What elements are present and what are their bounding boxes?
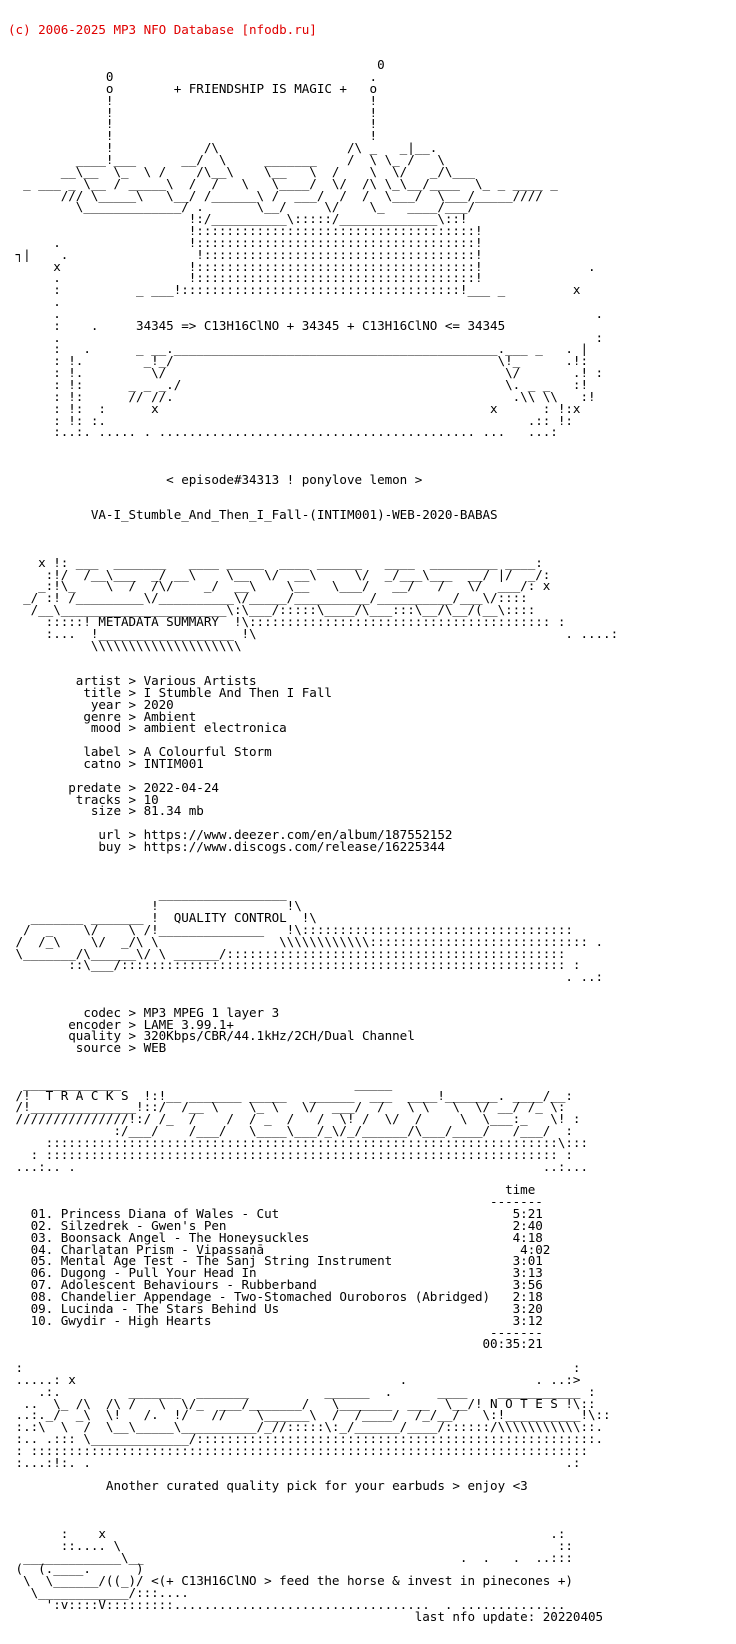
nfo-line: ! ! <box>8 92 378 108</box>
nfo-line: size > 81.34 mb <box>8 803 204 819</box>
nfo-line: quality > 320Kbps/CBR/44.1kHz/2CH/Dual Channel <box>8 1028 415 1044</box>
nfo-line: _________________ <box>8 886 287 902</box>
nfo-line: .. \_ /\ /\ / \ \/_ ___/_______/ \_______ ___ \__/! N O T E S !\:: <box>8 1395 596 1411</box>
nfo-line <box>8 1504 728 1516</box>
nfo-line: ( (.____. ) <box>8 1561 144 1577</box>
nfo-line: 00:35:21 <box>8 1336 543 1352</box>
nfo-line <box>8 533 728 545</box>
nfo-line <box>8 853 728 865</box>
nfo-line: tracks > 10 <box>8 791 159 807</box>
nfo-line: : !: // //. .\\ \\ :! <box>8 388 596 404</box>
nfo-line: . !:::::::::::::::::::::::::::::::::::::! <box>8 234 483 250</box>
nfo-line: : . 34345 => C13H16ClNO + 34345 + C13H16ClNO <= 34345 <box>8 317 506 333</box>
nfo-line: 07. Adolescent Behaviours - Rubberband 3:56 <box>8 1277 543 1293</box>
nfo-line <box>8 521 728 533</box>
nfo-line: : :::::::::::::::::::::::::::::::::::::::::::::::::::::::::::::::::::: : <box>8 1146 573 1162</box>
nfo-line: _____________ _____ <box>8 1075 393 1091</box>
nfo-line: < episode#34313 ! ponylove lemon > <box>8 471 423 487</box>
nfo-line: 10. Gwydir - High Hearts 3:12 <box>8 1312 543 1328</box>
nfo-line: : x .: <box>8 1525 566 1541</box>
nfo-line: !:::::::::::::::::::::::::::::::::::::! <box>8 223 483 239</box>
nfo-line <box>8 486 728 498</box>
nfo-line: x !: ___ _______ ____ _____ ____ ______ ____ _________ ____: <box>8 554 543 570</box>
nfo-line <box>8 983 728 995</box>
nfo-line: : : <box>8 1360 581 1376</box>
nfo-line: : !: _ _ _./ \. _ _ :! <box>8 377 588 392</box>
nfo-line: \ \______/((_)/ <(+ C13H16ClNO > feed the horse & invest in pinecones +) <box>8 1573 573 1589</box>
nfo-line: ------- <box>8 1194 543 1210</box>
nfo-line <box>8 651 728 663</box>
nfo-line: .:. _______ _______ ______ . ____ ___________ : <box>8 1383 596 1399</box>
nfo-line: \\\\\\\\\\\\\\\\\\\\ <box>8 637 242 653</box>
nfo-line: label > A Colourful Storm <box>8 744 272 760</box>
nfo-line: o + FRIENDSHIP IS MAGIC + o <box>8 80 378 96</box>
nfo-line: 06. Dugong - Pull Your Head In 3:13 <box>8 1265 543 1281</box>
nfo-line: . !:::::::::::::::::::::::::::::::::::::! <box>8 270 483 286</box>
nfo-line <box>8 1054 728 1066</box>
nfo-line: 09. Lucinda - The Stars Behind Us 3:20 <box>8 1300 543 1316</box>
nfo-line: : _ ___!:::::::::::::::::::::::::::::::::::::!___ _ x <box>8 282 581 298</box>
nfo-line: : !: :. .:: !: <box>8 412 573 428</box>
nfo-line: \____________/:::.... <box>8 1585 189 1601</box>
nfo-line: predate > 2022-04-24 <box>8 779 219 795</box>
nfo-line: ! ! <box>8 104 378 120</box>
nfo-line: codec > MP3 MPEG 1 layer 3 <box>8 1004 280 1020</box>
nfo-line: last nfo update: 20220405 <box>8 1608 604 1624</box>
nfo-line: VA-I_Stumble_And_Then_I_Fall-(INTIM001)-WEB-2020-BABAS <box>8 507 498 523</box>
nfo-line <box>8 450 728 462</box>
nfo-line: genre > Ambient <box>8 708 197 724</box>
nfo-line: ! !\ <box>8 898 302 914</box>
nfo-line: 05. Mental Age Test - The Sanj String Instrument 3:01 <box>8 1253 543 1269</box>
nfo-line: . . <box>8 305 604 321</box>
nfo-line: encoder > LAME 3.99.1+ <box>8 1016 234 1032</box>
nfo-line: !:/__________\:::::/_____________\::! <box>8 211 468 227</box>
nfo-line: artist > Various Artists <box>8 673 257 689</box>
nfo-line: ':v::::V:::::::::.................................. . .............. <box>8 1596 566 1612</box>
nfo-line: ! /\ /\ _ _|__. <box>8 140 438 156</box>
nfo-line: \_______/\______\/ \ ______/::::::::::::::::::::::::::::::::::::::::::::: <box>8 945 566 961</box>
nfo-line: 08. Chandelier Appendage - Two-Stomached Ouroboros (Abridged) 2:18 <box>8 1288 543 1304</box>
nfo-line: catno > INTIM001 <box>8 756 204 771</box>
nfo-line: 0 . <box>8 69 378 85</box>
nfo-line: :... !__________________ !\ . ....: <box>8 625 619 641</box>
nfo-line: ..:._/ _\ \! /. !/ // \______\ / /____/ /_/__/ \:!__________!\:: <box>8 1407 611 1423</box>
nfo-line: : :::::::::::::::::::::::::::::::::::::::::::::::::::::::::::::::::::::::::: <box>8 1442 588 1458</box>
nfo-line: year > 2020 <box>8 696 174 712</box>
nfo-line: :..:. ..... . .......................................... ... ...: <box>8 424 558 440</box>
nfo-line <box>8 438 728 450</box>
nfo-line: . ..: <box>8 969 604 985</box>
nfo-line: _/ :! /_________\/__________\/_____/__________/__________/___\/:::: <box>8 590 528 606</box>
nfo-line <box>8 865 728 877</box>
nfo-line: _______ _______ ! QUALITY CONTROL !\ <box>8 909 317 925</box>
nfo-line: :.. .::: \_____________/:::::::::::::::::::::::::::::::::::::::::::::::::::::. <box>8 1431 604 1447</box>
nfo-line: ------- <box>8 1324 543 1340</box>
nfo-text-body <box>8 59 728 1622</box>
nfo-line: ///////////////!:/ /_ / / / _ / / \! / \/ / \ \___:_ \! : <box>8 1111 581 1127</box>
nfo-line: mood > ambient electronica <box>8 720 287 736</box>
nfo-line: . <box>8 294 61 310</box>
nfo-line: url > https://www.deezer.com/en/album/187552152 <box>8 827 453 843</box>
nfo-line: / /_\ \/ _/\ \ \\\\\\\\\\\\::::::::::::::::::::::::::::: . <box>8 933 604 949</box>
nfo-line: ! ! <box>8 128 378 144</box>
nfo-line: /__\______________________\:\___/:::::\____/\___:::\__/\__/(__\:::: <box>8 602 536 618</box>
nfo-line: ! ! <box>8 116 378 132</box>
nfo-line: ::.... \ :: <box>8 1537 573 1553</box>
nfo-line: \_____________/ . \__/ \/ \_ ____/___/ <box>8 199 475 215</box>
nfo-line: 02. Silzedrek - Gwen's Pen 2:40 <box>8 1217 543 1233</box>
nfo-line: / _ \/ \ /!______________ !\:::::::::::::::::::::::::::::::::::: <box>8 921 573 937</box>
nfo-line: 04. Charlatan Prism - Vipassanā 4:02 <box>8 1241 551 1257</box>
nfo-line: ...:.. . ..:... <box>8 1158 588 1174</box>
nfo-line: /!______________!::/ /__ \ \_ \ \/ ___/ / \ \ \ \/ __/ /_ \: <box>8 1099 566 1115</box>
nfo-line: :.:\ \ / \__\_____\__________/_//:::::\:_/______/____/::::::/\\\\\\\\\\\::. <box>8 1419 604 1435</box>
nfo-line: 01. Princess Diana of Wales - Cut 5:21 <box>8 1206 543 1222</box>
nfo-line: : !. \/ \/ .! : <box>8 365 604 381</box>
nfo-line: : !. _!_/ \!_ .!: <box>8 353 588 369</box>
nfo-line: title > I Stumble And Then I Fall <box>8 684 332 700</box>
nfo-line: x !:::::::::::::::::::::::::::::::::::::! . <box>8 258 596 274</box>
nfo-line: _____________\__ . . . ..::: <box>8 1549 573 1565</box>
nfo-line: time <box>8 1182 536 1198</box>
nfo-line <box>8 1492 728 1504</box>
nfo-line: : !: : x x : !:x <box>8 400 581 416</box>
nfo-line: __\__ \_ \ / /\__\ \__ \ / \ \/ _/\___ <box>8 163 475 179</box>
copyright-header: (c) 2006-2025 MP3 NFO Database [nfodb.ru] <box>8 21 317 37</box>
nfo-line: ::\___/::::::::::::::::::::::::::::::::::::::::::::::::::::::::::: : <box>8 957 581 973</box>
nfo-line: /// \_____\ \__/ /______\ / ___/ / / \___/ \___/_____//// <box>8 187 543 203</box>
nfo-line: _ ___ _ \__ / _____\ / / \ \____/ \/ /\ \_\__/____ \_ _ ____ _ <box>8 175 558 191</box>
nfo-line: ::::::::::::::::::::::::::::::::::::::::::::::::::::::::::::::::::::\::: <box>8 1135 588 1150</box>
nfo-line: :::::! METADATA SUMMARY !\:::::::::::::::::::::::::::::::::::::::: : <box>8 613 566 629</box>
nfo-line: source > WEB <box>8 1040 167 1056</box>
nfo-line: /! T R A C K S !:!__ _______ _____ ______ ___ ____!_______. ____/__: <box>8 1087 573 1103</box>
nfo-document <box>8 0 728 1634</box>
nfo-line: ____!___ __/ \ _______ / \ \_ / \ <box>8 151 445 167</box>
nfo-line: . : <box>8 329 604 345</box>
nfo-line: .....: x . . ..:> <box>8 1371 581 1387</box>
nfo-line: 03. Boonsack Angel - The Honeysuckles 4:18 <box>8 1229 543 1245</box>
nfo-line: ┐| . !::::::::::::::::::::::::::::::::::::! <box>8 246 483 262</box>
nfo-line: :/___/ /___/ \____\___/_\/_/______/\___/____/ /___/ : <box>8 1123 573 1139</box>
nfo-line: Another curated quality pick for your earbuds > enjoy <3 <box>8 1478 528 1494</box>
nfo-line: :!/ /__\___ _/ __\ \__ \/ __\ \/ _/___\___ __/ |/ _/: <box>8 566 551 582</box>
nfo-line: : . _ __.___________________________________________.___ _ . | <box>8 341 588 357</box>
nfo-line: buy > https://www.discogs.com/release/16225344 <box>8 838 445 854</box>
nfo-line: 0 <box>8 57 385 73</box>
nfo-line: _:!\_ \ / /\/ _/ __\ \__ \___/ __/ / \/ ___/: x <box>8 578 551 594</box>
nfo-line: :...:!:. . .: <box>8 1454 581 1470</box>
